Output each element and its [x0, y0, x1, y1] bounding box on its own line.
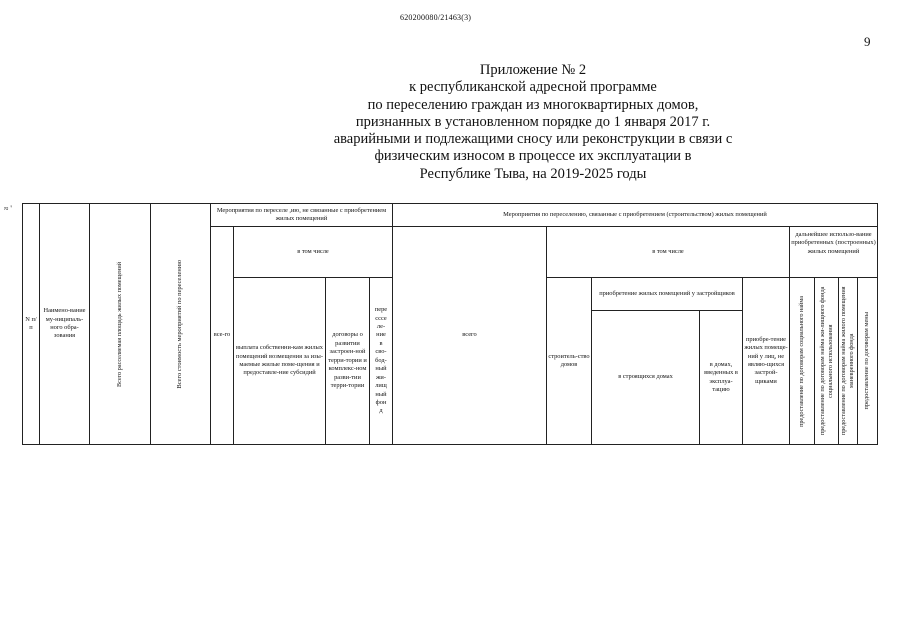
header-cell-na-resettlement: пере сссе ле-ние в сво-бод-ный жи-лищ ный фон д	[369, 277, 393, 445]
title-line: признанных в установленном порядке до 1 января 2017 г.	[355, 113, 711, 130]
header-text-fu-social-fund: предоставление по договорам найма жи-лищного фонда социального использования	[818, 286, 834, 436]
header-cell-na-total: все-го	[210, 226, 234, 445]
title-line: физическим износом в процессе их эксплуатации в	[374, 148, 692, 165]
header-text-fu-social: предоставление по договорам социального найма	[798, 295, 806, 427]
header-cell-further-use: дальнейшее использо-вание приобретенных (построенных) жилых помещений	[789, 226, 878, 278]
page-number: 9	[864, 34, 871, 49]
header-cell-a-including: в том числе	[546, 226, 790, 278]
header-cell-na-contracts: договоры о развитии застроен-ной терри-тории и комплекс-ном разви-тии терри-тории	[325, 277, 370, 445]
header-cell-fu-social	[789, 277, 815, 445]
header-cell-municipality: Наимено-вание му-ниципаль-ного обра-зования	[39, 203, 90, 445]
header-text-fu-exchange: предоставление по договорам мены	[863, 312, 871, 410]
header-cell-a-under-construction: в строящихся домах	[591, 310, 700, 445]
title-line: по переселению граждан из многоквартирных домов,	[367, 96, 699, 113]
header-cell-total-cost	[150, 203, 211, 445]
header-group-acquisition: Мероприятия по переселению, связанные с приобретением (строительством) жилых помещений	[392, 203, 878, 227]
header-text-total-cost: Всего стоимость мероприятий по переселению	[176, 259, 184, 389]
title-line: Приложение № 2	[479, 62, 587, 78]
title-line: Республике Тыва, на 2019-2025 годы	[419, 165, 647, 182]
header-cell-fu-maneuver	[838, 277, 858, 445]
document-id: 620200080/21463(3)	[400, 13, 472, 22]
corner-mark: ≈ '	[4, 204, 12, 213]
header-text-area: Всего расселяемая площадь жилых помещений	[116, 261, 124, 387]
header-cell-area	[89, 203, 151, 445]
header-cell-na-including: в том числе	[233, 226, 393, 278]
header-cell-na-payment: выплата собственни-кам жилых помещений возмещения за изы-маемые жилые поме-щения и предоставле-ние субсидий	[233, 277, 326, 445]
header-cell-a-construction: строитель-ство домов	[546, 277, 592, 445]
title-line: к республиканской адресной программе	[409, 79, 657, 96]
header-cell-a-commissioned: в домах, введенных в эксплуа-тацию	[699, 310, 743, 445]
title-line: аварийными и подлежащими сносу или реконструкции в связи с	[333, 131, 733, 148]
header-cell-a-total: всего	[392, 226, 547, 445]
header-cell-fu-social-fund	[814, 277, 839, 445]
header-cell-fu-exchange	[857, 277, 878, 445]
header-group-not-acquisition: Мероприятия по переселе ,ию, не связанные с приобретением жилых помещений	[210, 203, 393, 227]
header-cell-a-purchase-persons: приобре-тение жилых помеще-ний у лиц, не являю-щихся застрой-щиками	[742, 277, 790, 445]
header-text-fu-maneuver: предоставление по договорам найма жилого помещения маневренного фонда	[840, 286, 855, 436]
header-cell-a-purchase-developers: приобретение жилых помещений у застройщиков	[591, 277, 743, 311]
header-cell-number: N п/п	[22, 203, 40, 445]
